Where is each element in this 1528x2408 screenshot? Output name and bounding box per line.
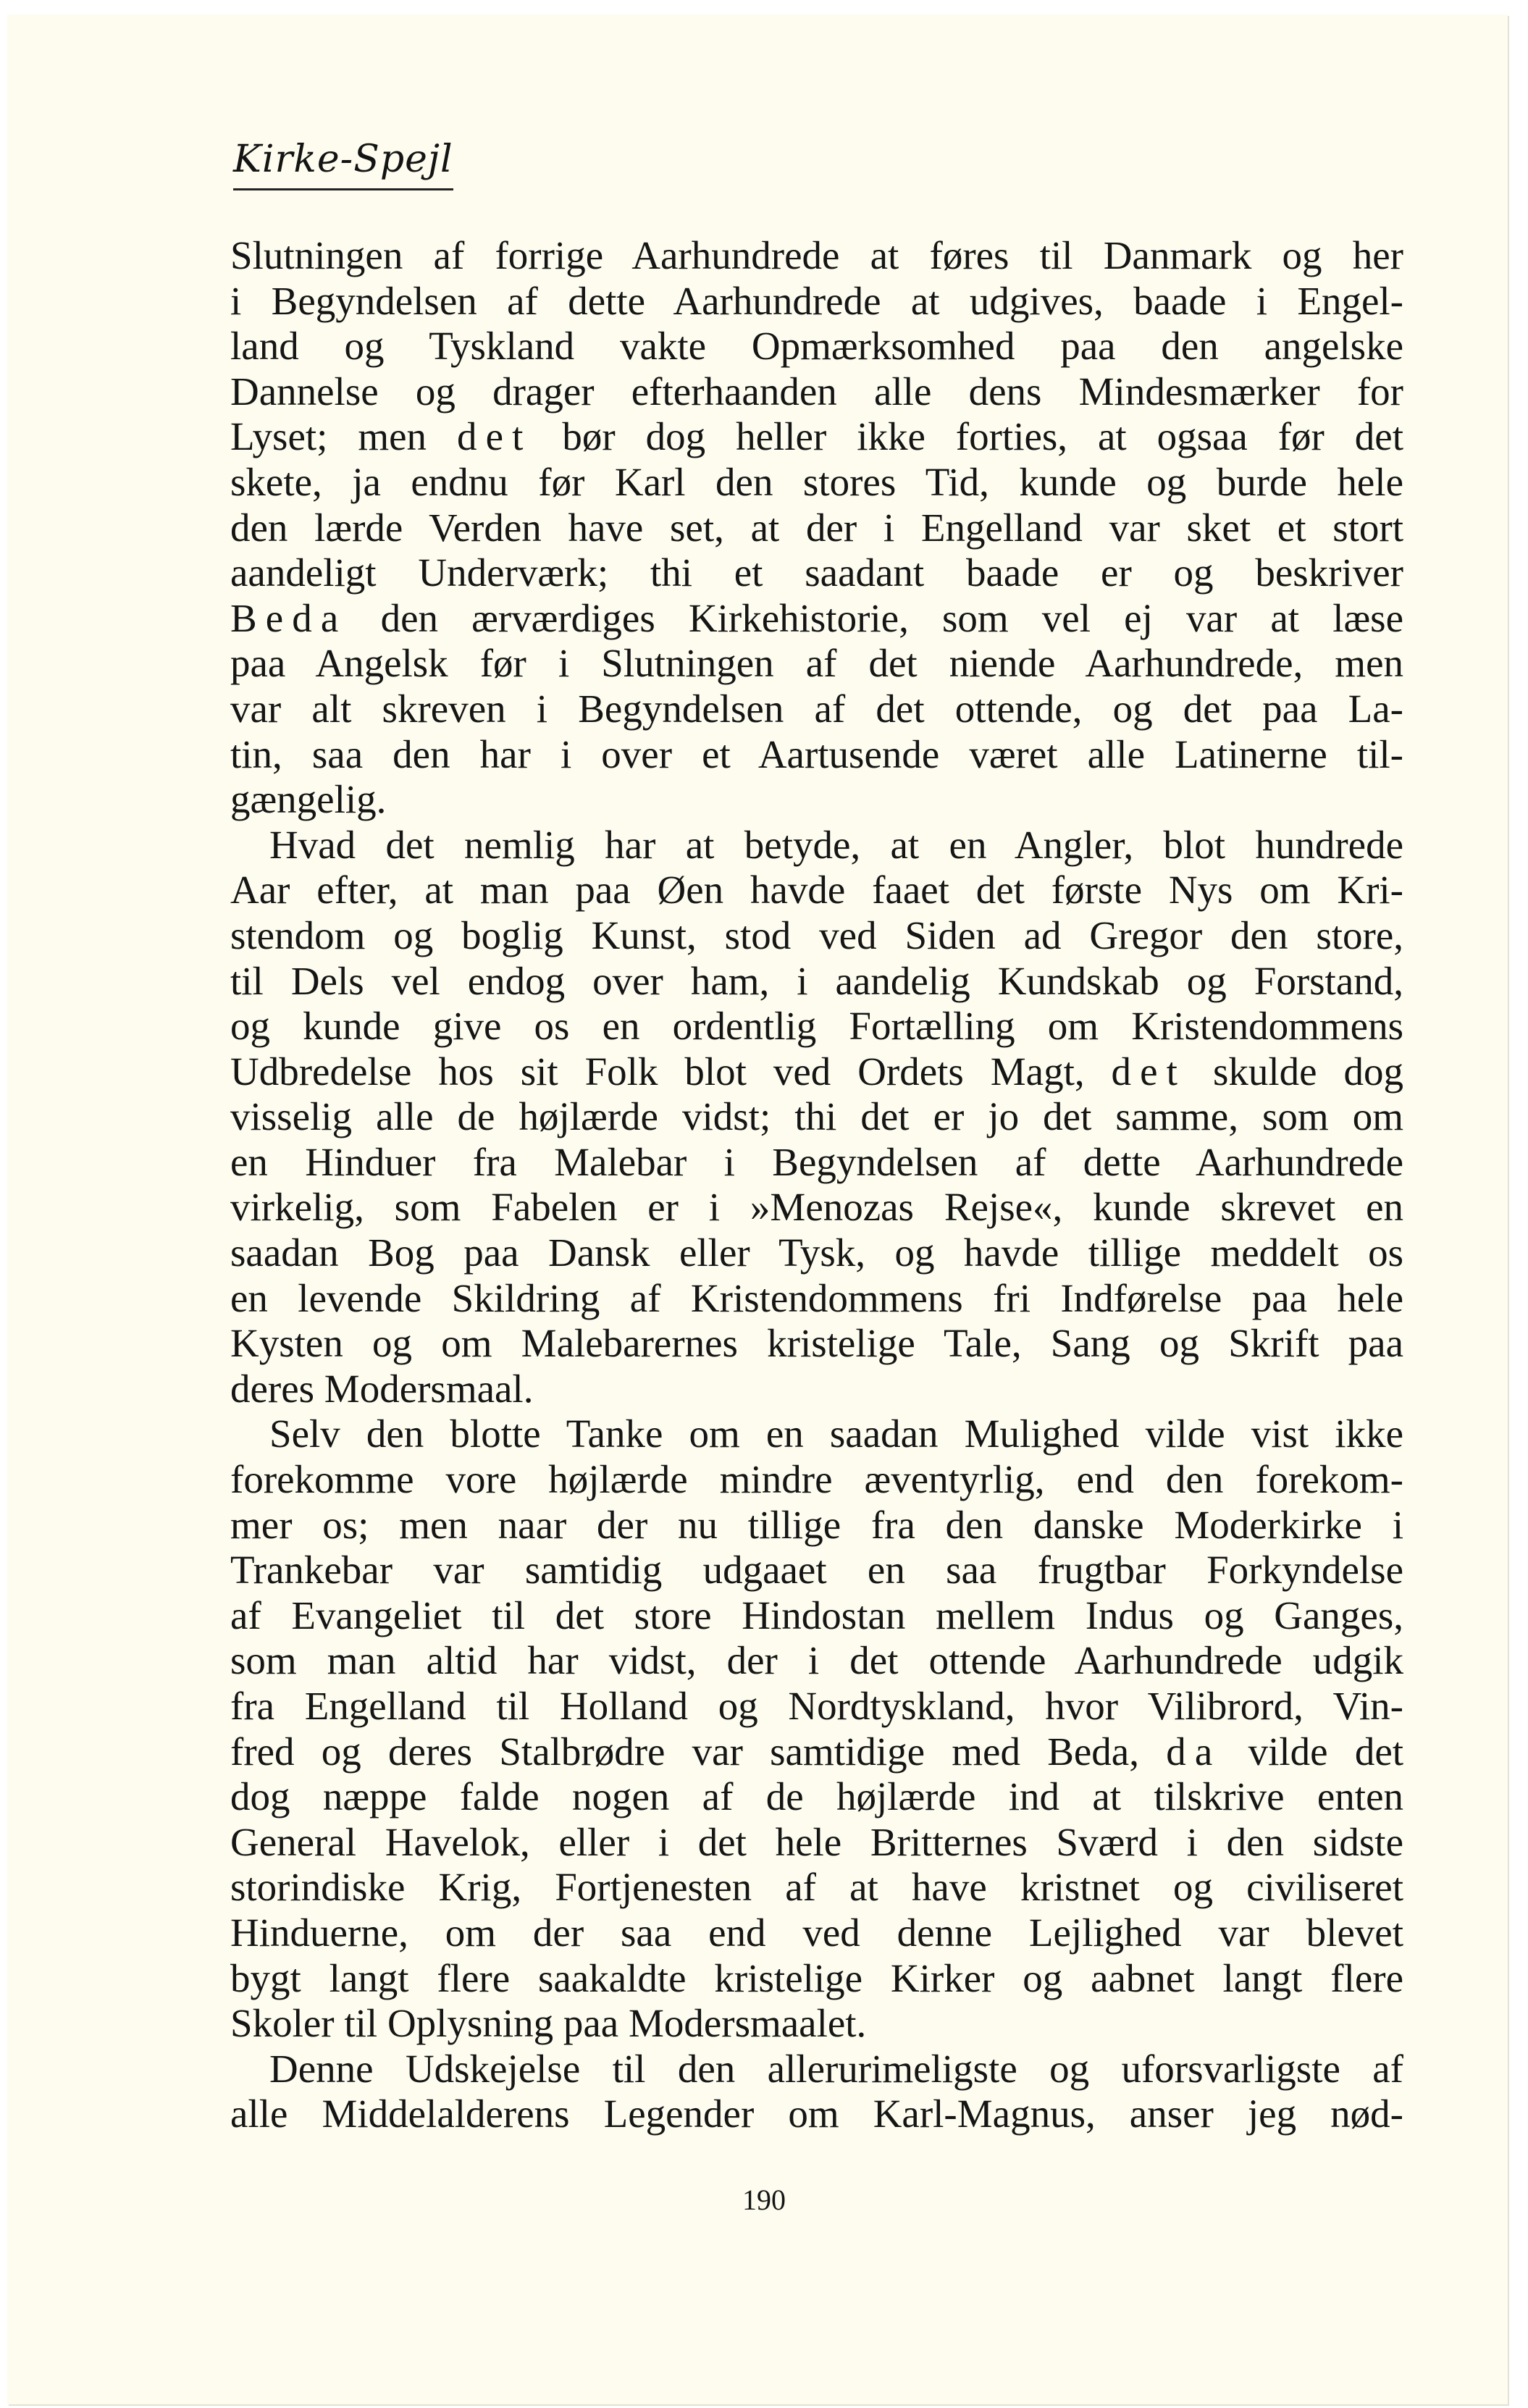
text-line: var alt skreven i Begyndelsen af det ottende, og det paa La- — [230, 686, 1403, 731]
text-line: Lyset; men det bør dog heller ikke forties, at ogsaa før det — [230, 414, 1403, 459]
emphasized-word: Beda — [230, 595, 348, 640]
text-line: skete, ja endnu før Karl den stores Tid, kunde og burde hele — [230, 459, 1403, 504]
emphasized-word: da — [1166, 1729, 1222, 1774]
emphasized-word: det — [1111, 1049, 1187, 1094]
text-line: den lærde Verden have set, at der i Engelland var sket et stort — [230, 505, 1403, 550]
text-line: til Dels vel endog over ham, i aandelig Kundskab og Forstand, — [230, 958, 1403, 1003]
text-line: alle Middelalderens Legender om Karl-Magnus, anser jeg nød- — [230, 2092, 1403, 2136]
text-line: Aar efter, at man paa Øen havde faaet det første Nys om Kri- — [230, 868, 1403, 913]
text-line: fra Engelland til Holland og Nordtyskland, hvor Vilibrord, Vin- — [230, 1684, 1403, 1728]
emphasized-word: det — [456, 414, 532, 459]
running-head: Kirke-Spejl — [233, 138, 453, 190]
text-line: en levende Skildring af Kristendommens fri Indførelse paa hele — [230, 1275, 1403, 1320]
text-line: Hinduerne, om der saa end ved denne Lejlighed var blevet — [230, 1910, 1403, 1955]
page-number: 190 — [742, 2183, 786, 2216]
text-line: Slutningen af forrige Aarhundrede at føres til Danmark og her — [230, 233, 1403, 277]
text-line: Udbredelse hos sit Folk blot ved Ordets Magt, det skulde dog — [230, 1049, 1403, 1094]
text-line: tin, saa den har i over et Aartusende været alle Latinerne til- — [230, 731, 1403, 776]
text-line: Denne Udskejelse til den allerurimeligste og uforsvarligste af — [269, 2046, 1403, 2091]
text-line: General Havelok, eller i det hele Britternes Sværd i den sidste — [230, 1819, 1403, 1864]
text-line: og kunde give os en ordentlig Fortælling om Kristendommens — [230, 1004, 1403, 1049]
text-line: fred og deres Stalbrødre var samtidige med Beda, da vilde det — [230, 1729, 1404, 1774]
text-line: saadan Bog paa Dansk eller Tysk, og havde tillige meddelt os — [230, 1230, 1403, 1275]
text-line: storindiske Krig, Fortjenesten af at have kristnet og civiliseret — [230, 1865, 1403, 1910]
text-line: land og Tyskland vakte Opmærksomhed paa den angelske — [230, 324, 1403, 369]
text-line: Selv den blotte Tanke om en saadan Mulighed vilde vist ikke — [269, 1411, 1403, 1456]
text-line: virkelig, som Fabelen er i »Menozas Rejse«, kunde skrevet en — [230, 1185, 1403, 1230]
text-line: i Begyndelsen af dette Aarhundrede at udgives, baade i Engel- — [230, 278, 1403, 323]
text-line: Kysten og om Malebarernes kristelige Tale, Sang og Skrift paa — [230, 1321, 1403, 1366]
text-line: dog næppe falde nogen af de højlærde ind at tilskrive enten — [230, 1774, 1403, 1819]
text-line: Trankebar var samtidig udgaaet en saa frugtbar Forkyndelse — [230, 1548, 1403, 1593]
text-line: aandeligt Underværk; thi et saadant baade er og beskriver — [230, 550, 1403, 595]
text-line: Dannelse og drager efterhaanden alle dens Mindesmærker for — [230, 369, 1403, 414]
text-line: bygt langt flere saakaldte kristelige Kirker og aabnet langt flere — [230, 1955, 1403, 2000]
text-line: Skoler til Oplysning paa Modersmaalet. — [230, 2001, 867, 2046]
text-line: mer os; men naar der nu tillige fra den danske Moderkirke i — [230, 1502, 1403, 1547]
body-text — [230, 233, 1403, 2137]
text-line: stendom og boglig Kunst, stod ved Siden ad Gregor den store, — [230, 913, 1403, 957]
text-line: som man altid har vidst, der i det ottende Aarhundrede udgik — [230, 1638, 1403, 1683]
text-line: Hvad det nemlig har at betyde, at en Angler, blot hundrede — [269, 822, 1403, 867]
text-line: deres Modersmaal. — [230, 1366, 534, 1411]
text-line: visselig alle de højlærde vidst; thi det er jo det samme, som om — [230, 1094, 1403, 1139]
text-line: paa Angelsk før i Slutningen af det niende Aarhundrede, men — [230, 641, 1403, 686]
text-line: forekomme vore højlærde mindre æventyrlig, end den forekom- — [230, 1457, 1403, 1502]
text-line: Beda den ærværdiges Kirkehistorie, som vel ej var at læse — [230, 595, 1403, 640]
text-line: en Hinduer fra Malebar i Begyndelsen af dette Aarhundrede — [230, 1139, 1403, 1184]
text-line: af Evangeliet til det store Hindostan mellem Indus og Ganges, — [230, 1593, 1403, 1637]
text-line: gængelig. — [230, 777, 387, 822]
